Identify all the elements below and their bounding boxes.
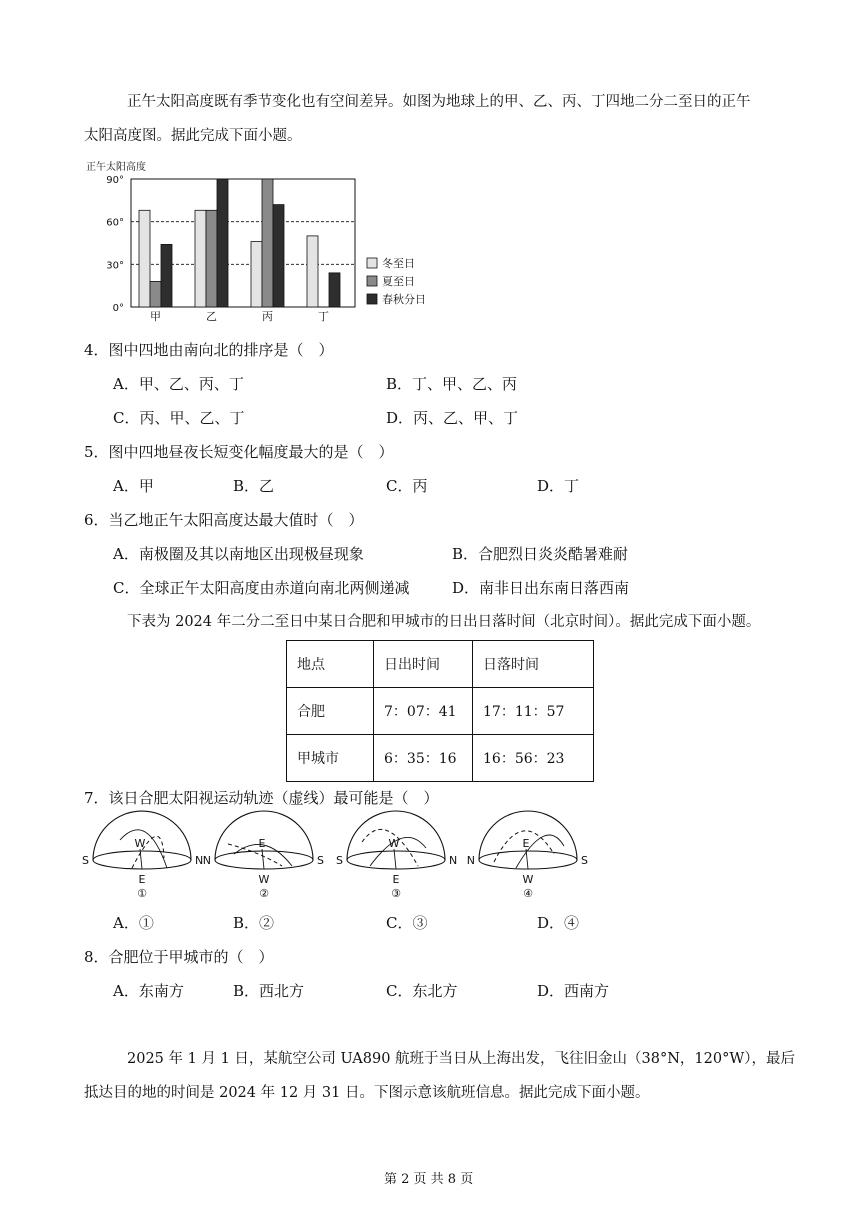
dome-diagram: [82, 811, 203, 900]
bar: [206, 210, 217, 307]
table-cell: 16：56：23: [473, 735, 594, 782]
direction-label-right: S: [581, 854, 588, 867]
chart-y-label: 正午太阳高度: [86, 162, 146, 173]
direction-label-top: E: [258, 837, 266, 850]
q8-option-c[interactable]: C．东北方: [386, 982, 458, 1000]
bar: [329, 273, 340, 307]
direction-label-top: W: [388, 837, 400, 850]
table-header-cell: 日落时间: [473, 641, 594, 688]
legend-label: 春秋分日: [382, 293, 426, 306]
page-footer: 第 2 页 共 8 页: [384, 1172, 474, 1187]
q6-stem: 6．当乙地正午太阳高度达最大值时（ ）: [84, 511, 364, 529]
q4-option-a[interactable]: A．甲、乙、丙、丁: [113, 375, 244, 393]
sun-path-dashed: [228, 844, 282, 866]
q5-stem: 5．图中四地昼夜长短变化幅度最大的是（ ）: [84, 443, 394, 461]
y-tick-label: 30°: [106, 260, 124, 272]
table-cell: 甲城市: [287, 735, 374, 782]
y-tick-label: 90°: [106, 175, 124, 186]
q5-option-a[interactable]: A．甲: [113, 477, 154, 495]
x-tick-label: 丁: [318, 310, 329, 323]
bar: [273, 205, 284, 307]
q7-option-a[interactable]: A．①: [113, 914, 154, 932]
q5-option-c[interactable]: C．丙: [386, 477, 428, 495]
q8-option-b[interactable]: B．西北方: [233, 982, 305, 1000]
q6-option-c[interactable]: C．全球正午太阳高度由赤道向南北两侧递减: [113, 579, 410, 597]
q8-option-a[interactable]: A．东南方: [113, 982, 184, 1000]
q4-option-d[interactable]: D．丙、乙、甲、丁: [386, 409, 519, 427]
legend-swatch: [367, 276, 377, 286]
direction-label-left: S: [82, 854, 89, 867]
sunrise-sunset-table: [286, 640, 594, 782]
dome-diagram: [203, 811, 324, 900]
diagram-number: ①: [137, 887, 147, 900]
table-row: [287, 735, 594, 782]
table-cell: 7：07：41: [374, 688, 473, 735]
q5-option-d[interactable]: D．丁: [537, 477, 580, 495]
table-row: [287, 688, 594, 735]
intro-3-line-1: 2025 年 1 月 1 日，某航空公司 UA890 航班于当日从上海出发，飞往旧金山（38°N，120°W），最后: [127, 1051, 796, 1067]
sun-path-diagrams: [80, 810, 600, 906]
east-west-line: [262, 849, 264, 869]
legend-label: 夏至日: [382, 275, 415, 288]
legend-swatch: [367, 294, 377, 304]
direction-label-top: E: [522, 837, 530, 850]
q7-option-b[interactable]: B．②: [233, 914, 275, 932]
bar: [251, 242, 262, 307]
diagram-number: ②: [259, 887, 269, 900]
y-tick-label: 60°: [106, 217, 124, 229]
table-header-cell: 日出时间: [374, 641, 473, 688]
q8-stem: 8．合肥位于甲城市的（ ）: [84, 948, 274, 966]
q4-stem: 4．图中四地由南向北的排序是（ ）: [84, 341, 334, 359]
bar: [195, 210, 206, 307]
y-tick-label: 0°: [112, 303, 124, 314]
direction-label-left: S: [336, 854, 343, 867]
dome-diagram: [467, 811, 588, 900]
q7-stem: 7．该日合肥太阳视运动轨迹（虚线）最可能是（ ）: [84, 789, 439, 807]
x-tick-label: 甲: [150, 310, 161, 323]
dome-arc: [93, 811, 191, 860]
direction-label-right: N: [449, 854, 458, 867]
q6-option-d[interactable]: D．南非日出东南日落西南: [452, 579, 630, 597]
q5-option-b[interactable]: B．乙: [233, 477, 275, 495]
q6-option-a[interactable]: A．南极圈及其以南地区出现极昼现象: [113, 545, 364, 563]
intro-2: 下表为 2024 年二分二至日中某日合肥和甲城市的日出日落时间（北京时间）。据此完成下面小题。: [127, 614, 761, 630]
diagram-number: ③: [391, 887, 401, 900]
table-header-row: [287, 641, 594, 688]
q7-option-c[interactable]: C．③: [386, 914, 428, 932]
dome-arc: [479, 811, 577, 860]
q6-option-b[interactable]: B．合肥烈日炎炎酷暑难耐: [452, 545, 629, 563]
direction-label-bottom: W: [258, 873, 270, 886]
direction-label-left: N: [202, 854, 211, 867]
dome-diagram: [336, 811, 457, 900]
legend-label: 冬至日: [382, 257, 415, 270]
q4-option-b[interactable]: B．丁、甲、乙、丙: [386, 375, 518, 393]
east-west-line: [140, 849, 142, 869]
bar: [307, 236, 318, 307]
q7-option-d[interactable]: D．④: [537, 914, 580, 932]
dome-arc: [347, 811, 445, 860]
noon-sun-altitude-chart: [84, 156, 464, 326]
q8-option-d[interactable]: D．西南方: [537, 982, 610, 1000]
direction-label-bottom: E: [138, 873, 146, 886]
direction-label-top: W: [134, 837, 146, 850]
direction-label-right: N: [195, 854, 204, 867]
direction-label-bottom: W: [522, 873, 534, 886]
direction-label-right: S: [317, 854, 324, 867]
x-tick-label: 乙: [206, 310, 217, 323]
intro-line-2: 太阳高度图。据此完成下面小题。: [84, 128, 302, 144]
intro-3-line-2: 抵达目的地的时间是 2024 年 12 月 31 日。下图示意该航班信息。据此完成下面小题。: [84, 1085, 650, 1101]
bar: [262, 179, 273, 307]
bar: [150, 281, 161, 307]
x-tick-label: 丙: [262, 310, 273, 323]
diagram-number: ④: [523, 887, 533, 900]
table-cell: 合肥: [287, 688, 374, 735]
bar: [139, 210, 150, 307]
intro-line-1: 正午太阳高度既有季节变化也有空间差异。如图为地球上的甲、乙、丙、丁四地二分二至日的正午: [127, 94, 751, 110]
q4-option-c[interactable]: C．丙、甲、乙、丁: [113, 409, 245, 427]
direction-label-left: N: [466, 854, 475, 867]
bar: [161, 244, 172, 307]
table-cell: 17：11：57: [473, 688, 594, 735]
east-west-line: [394, 849, 396, 869]
bar: [217, 179, 228, 307]
table-header-cell: 地点: [287, 641, 374, 688]
table-cell: 6：35：16: [374, 735, 473, 782]
direction-label-bottom: E: [392, 873, 400, 886]
legend-swatch: [367, 258, 377, 268]
dome-arc: [215, 811, 313, 860]
